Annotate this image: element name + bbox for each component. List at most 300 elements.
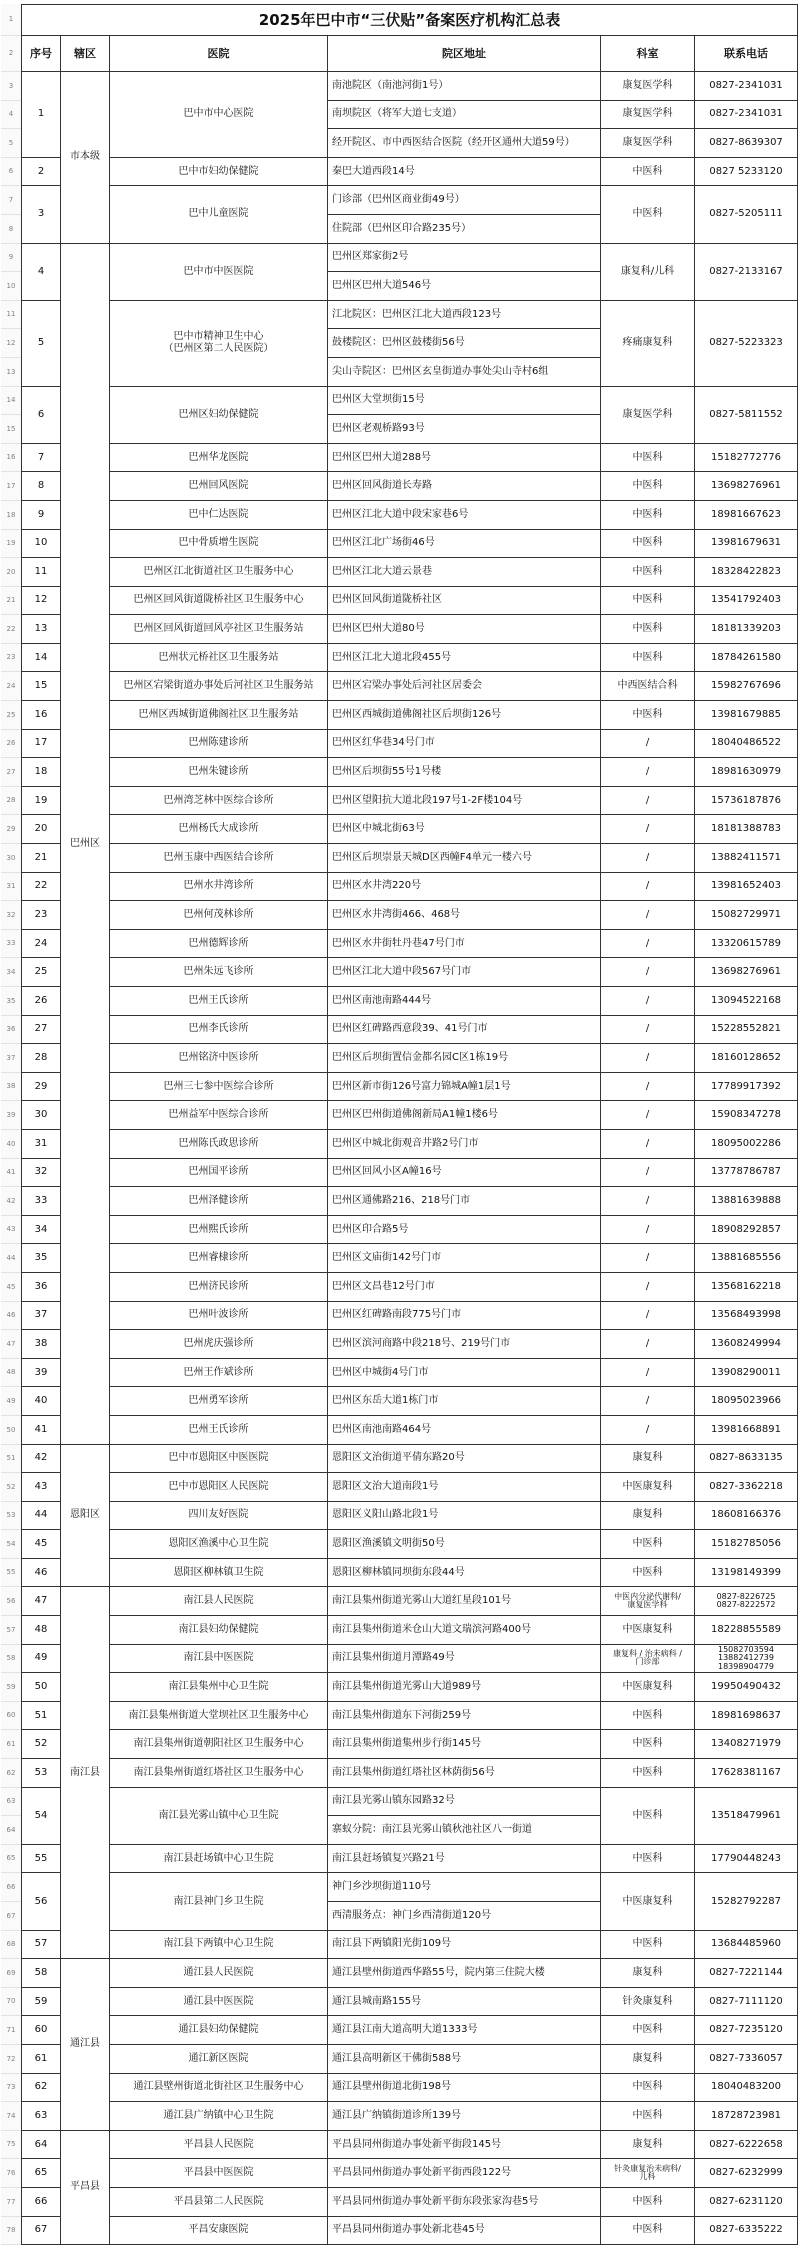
department: 中医康复科 xyxy=(601,1873,695,1930)
department: / xyxy=(601,1330,695,1359)
row-index: 32 xyxy=(21,1159,61,1188)
header-district: 辖区 xyxy=(61,36,110,72)
phone-number: 15908347278 xyxy=(695,1101,798,1130)
row-number: 77 xyxy=(1,2188,21,2217)
department: 康复科 / 治未病科 / 门诊部 xyxy=(601,1645,695,1674)
address: 秦巴大道西段14号 xyxy=(328,158,601,187)
row-index: 6 xyxy=(21,387,61,444)
phone-number: 13698276961 xyxy=(695,472,798,501)
address: 南江县集州街道集州步行街145号 xyxy=(328,1730,601,1759)
hospital-name: 巴州区回风街道回风亭社区卫生服务站 xyxy=(110,615,328,644)
row-index: 12 xyxy=(21,587,61,616)
hospital-name: 巴州李氏诊所 xyxy=(110,1016,328,1045)
hospital-name: 巴州朱远飞诊所 xyxy=(110,958,328,987)
department: / xyxy=(601,844,695,873)
address: 巴州区巴州大道80号 xyxy=(328,615,601,644)
phone-number: 0827-7111120 xyxy=(695,1988,798,2017)
row-index: 3 xyxy=(21,186,61,243)
row-number: 71 xyxy=(1,2016,21,2045)
row-number: 76 xyxy=(1,2159,21,2188)
phone-number: 0827-5205111 xyxy=(695,186,798,243)
department: / xyxy=(601,1159,695,1188)
department: / xyxy=(601,1101,695,1130)
phone-number: 0827-5223323 xyxy=(695,301,798,387)
row-number: 34 xyxy=(1,958,21,987)
row-index: 56 xyxy=(21,1873,61,1930)
row-number: 47 xyxy=(1,1330,21,1359)
row-index: 66 xyxy=(21,2188,61,2217)
department: / xyxy=(601,730,695,759)
row-index: 20 xyxy=(21,815,61,844)
department: / xyxy=(601,1044,695,1073)
row-index: 45 xyxy=(21,1530,61,1559)
department: / xyxy=(601,815,695,844)
address: 南江县集州街道东下河街259号 xyxy=(328,1702,601,1731)
row-number: 51 xyxy=(1,1445,21,1474)
department: 中医科 xyxy=(601,615,695,644)
phone-number: 13320615789 xyxy=(695,930,798,959)
hospital-name: 南江县集州街道朝阳社区卫生服务中心 xyxy=(110,1730,328,1759)
district: 通江县 xyxy=(61,1959,110,2131)
phone-number: 18728723981 xyxy=(695,2102,798,2131)
row-number: 32 xyxy=(1,901,21,930)
row-index: 17 xyxy=(21,730,61,759)
address: 巴州区巴州大道546号 xyxy=(328,272,601,301)
department: 康复医学科 xyxy=(601,129,695,158)
phone-number: 15182772776 xyxy=(695,444,798,473)
phone-number: 0827-7235120 xyxy=(695,2016,798,2045)
row-index: 49 xyxy=(21,1645,61,1674)
address: 巴州区水井湾街466、468号 xyxy=(328,901,601,930)
phone-number: 13881639888 xyxy=(695,1187,798,1216)
row-index: 52 xyxy=(21,1730,61,1759)
department: 中医科 xyxy=(601,1931,695,1960)
phone-number: 13981652403 xyxy=(695,873,798,902)
row-index: 22 xyxy=(21,873,61,902)
department: 中医科 xyxy=(601,1730,695,1759)
address: 巴州区新市街126号富力锦城A幢1层1号 xyxy=(328,1073,601,1102)
hospital-name: 南江县集州街道大堂坝社区卫生服务中心 xyxy=(110,1702,328,1731)
phone-number: 0827-2341031 xyxy=(695,72,798,101)
phone-number: 15082703594 13882412739 18398904779 xyxy=(695,1645,798,1674)
row-index: 9 xyxy=(21,501,61,530)
row-number: 57 xyxy=(1,1616,21,1645)
address: 恩阳区渔溪镇文明街50号 xyxy=(328,1530,601,1559)
phone-number: 0827-6335222 xyxy=(695,2217,798,2246)
department: 中医康复科 xyxy=(601,1673,695,1702)
row-number: 27 xyxy=(1,758,21,787)
row-number: 8 xyxy=(1,215,21,244)
row-number: 4 xyxy=(1,101,21,130)
row-index: 44 xyxy=(21,1502,61,1531)
phone-number: 18228855589 xyxy=(695,1616,798,1645)
row-index: 18 xyxy=(21,758,61,787)
hospital-name: 通江县人民医院 xyxy=(110,1959,328,1988)
row-number: 44 xyxy=(1,1244,21,1273)
phone-number: 13684485960 xyxy=(695,1931,798,1960)
address: 鼓楼院区：巴州区鼓楼街56号 xyxy=(328,329,601,358)
row-index: 53 xyxy=(21,1759,61,1788)
row-number: 41 xyxy=(1,1159,21,1188)
department: 中医科 xyxy=(601,444,695,473)
phone-number: 13198149399 xyxy=(695,1559,798,1588)
address: 南江县集州街道红塔社区林荫街56号 xyxy=(328,1759,601,1788)
department: 康复科 xyxy=(601,2045,695,2074)
hospital-name: 巴州虎庆强诊所 xyxy=(110,1330,328,1359)
department: 中医科 xyxy=(601,1788,695,1845)
phone-number: 13541792403 xyxy=(695,587,798,616)
address: 巴州区水井湾220号 xyxy=(328,873,601,902)
row-number: 13 xyxy=(1,358,21,387)
phone-number: 18181339203 xyxy=(695,615,798,644)
phone-number: 18981667623 xyxy=(695,501,798,530)
department: 中医科 xyxy=(601,644,695,673)
district: 平昌县 xyxy=(61,2131,110,2245)
hospital-name: 巴州陈建诊所 xyxy=(110,730,328,759)
row-number: 53 xyxy=(1,1502,21,1531)
address: 巴州区中城街4号门市 xyxy=(328,1359,601,1388)
phone-number: 0827-5811552 xyxy=(695,387,798,444)
phone-number: 0827-7221144 xyxy=(695,1959,798,1988)
row-number: 35 xyxy=(1,987,21,1016)
phone-number: 13881685556 xyxy=(695,1244,798,1273)
hospital-name: 通江县妇幼保健院 xyxy=(110,2016,328,2045)
row-index: 26 xyxy=(21,987,61,1016)
hospital-name: 巴州熙氏诊所 xyxy=(110,1216,328,1245)
row-number: 1 xyxy=(1,4,21,36)
phone-number: 0827-3362218 xyxy=(695,1473,798,1502)
hospital-name: 巴中儿童医院 xyxy=(110,186,328,243)
row-index: 7 xyxy=(21,444,61,473)
address: 巴州区老观桥路93号 xyxy=(328,415,601,444)
address: 巴州区宕梁办事处后河社区居委会 xyxy=(328,672,601,701)
hospital-name: 巴州杨氏大成诊所 xyxy=(110,815,328,844)
district: 市本级 xyxy=(61,72,110,244)
phone-number: 13408271979 xyxy=(695,1730,798,1759)
address: 巴州区南池南路464号 xyxy=(328,1416,601,1445)
department: 中医科 xyxy=(601,530,695,559)
hospital-name: 巴州水井湾诊所 xyxy=(110,873,328,902)
department: / xyxy=(601,1416,695,1445)
row-number: 70 xyxy=(1,1988,21,2017)
phone-number: 18981630979 xyxy=(695,758,798,787)
row-number: 52 xyxy=(1,1473,21,1502)
hospital-name: 南江县人民医院 xyxy=(110,1587,328,1616)
hospital-name: 巴中仁达医院 xyxy=(110,501,328,530)
row-index: 2 xyxy=(21,158,61,187)
address: 巴州区中城北街63号 xyxy=(328,815,601,844)
phone-number: 13094522168 xyxy=(695,987,798,1016)
address: 巴州区回风小区A幢16号 xyxy=(328,1159,601,1188)
phone-number: 18981698637 xyxy=(695,1702,798,1731)
department: / xyxy=(601,1016,695,1045)
phone-number: 13698276961 xyxy=(695,958,798,987)
row-number: 58 xyxy=(1,1645,21,1674)
row-index: 59 xyxy=(21,1988,61,2017)
row-number: 20 xyxy=(1,558,21,587)
phone-number: 13518479961 xyxy=(695,1788,798,1845)
phone-number: 18328422823 xyxy=(695,558,798,587)
row-index: 48 xyxy=(21,1616,61,1645)
phone-number: 18908292857 xyxy=(695,1216,798,1245)
row-index: 23 xyxy=(21,901,61,930)
department: 中医科 xyxy=(601,1530,695,1559)
department: / xyxy=(601,1273,695,1302)
hospital-name: 巴州王氏诊所 xyxy=(110,987,328,1016)
row-number: 3 xyxy=(1,72,21,101)
row-number: 73 xyxy=(1,2074,21,2103)
row-index: 40 xyxy=(21,1387,61,1416)
row-index: 5 xyxy=(21,301,61,387)
row-index: 14 xyxy=(21,644,61,673)
address: 巴州区印合路5号 xyxy=(328,1216,601,1245)
row-number: 74 xyxy=(1,2102,21,2131)
row-number: 2 xyxy=(1,36,21,72)
department: 中医科 xyxy=(601,2074,695,2103)
row-number: 36 xyxy=(1,1016,21,1045)
phone-number: 18181388783 xyxy=(695,815,798,844)
department: 中医科 xyxy=(601,558,695,587)
hospital-name: 南江县光雾山镇中心卫生院 xyxy=(110,1788,328,1845)
hospital-name: 巴州区宕梁街道办事处后河社区卫生服务站 xyxy=(110,672,328,701)
district: 巴州区 xyxy=(61,244,110,1445)
phone-number: 15228552821 xyxy=(695,1016,798,1045)
phone-number: 0827-8226725 0827-8222572 xyxy=(695,1587,798,1616)
row-index: 19 xyxy=(21,787,61,816)
row-index: 37 xyxy=(21,1302,61,1331)
department: / xyxy=(601,930,695,959)
row-number: 28 xyxy=(1,787,21,816)
phone-number: 18095002286 xyxy=(695,1130,798,1159)
address: 南江县下两镇阳光街109号 xyxy=(328,1931,601,1960)
department: / xyxy=(601,958,695,987)
row-number: 26 xyxy=(1,730,21,759)
department: 康复科 xyxy=(601,2131,695,2160)
address: 通江县高明新区干佛街588号 xyxy=(328,2045,601,2074)
address: 通江县广纳镇街道诊所139号 xyxy=(328,2102,601,2131)
department: / xyxy=(601,787,695,816)
phone-number: 15982767696 xyxy=(695,672,798,701)
row-number: 67 xyxy=(1,1902,21,1931)
row-index: 34 xyxy=(21,1216,61,1245)
header-phone: 联系电话 xyxy=(695,36,798,72)
address: 巴州区江北大道中段宋家巷6号 xyxy=(328,501,601,530)
department: 康复医学科 xyxy=(601,387,695,444)
address: 通江县壁州街道西华路55号，院内第三住院大楼 xyxy=(328,1959,601,1988)
row-number: 16 xyxy=(1,444,21,473)
row-number: 5 xyxy=(1,129,21,158)
address: 巴州区巴州街道佛阁新局A1幢1楼6号 xyxy=(328,1101,601,1130)
hospital-name: 巴州何茂林诊所 xyxy=(110,901,328,930)
row-index: 51 xyxy=(21,1702,61,1731)
address: 平昌县同州街道办事处新平街东段张家沟巷5号 xyxy=(328,2188,601,2217)
address: 平昌县同州街道办事处新平街段145号 xyxy=(328,2131,601,2160)
row-number: 9 xyxy=(1,244,21,273)
row-number: 7 xyxy=(1,186,21,215)
row-number: 39 xyxy=(1,1101,21,1130)
phone-number: 15736187876 xyxy=(695,787,798,816)
row-index: 60 xyxy=(21,2016,61,2045)
row-index: 33 xyxy=(21,1187,61,1216)
phone-number: 13608249994 xyxy=(695,1330,798,1359)
department: 中医科 xyxy=(601,1702,695,1731)
row-index: 43 xyxy=(21,1473,61,1502)
address: 寨蚁分院：南江县光雾山镇秋池社区八一街道 xyxy=(328,1816,601,1845)
row-index: 27 xyxy=(21,1016,61,1045)
row-index: 39 xyxy=(21,1359,61,1388)
phone-number: 13981679631 xyxy=(695,530,798,559)
row-number: 37 xyxy=(1,1044,21,1073)
address: 南江县集州街道光雾山大道红星段101号 xyxy=(328,1587,601,1616)
department: 康复科 xyxy=(601,1445,695,1474)
header-department: 科室 xyxy=(601,36,695,72)
row-index: 29 xyxy=(21,1073,61,1102)
address: 巴州区江北大道中段567号门市 xyxy=(328,958,601,987)
department: 中医科 xyxy=(601,1559,695,1588)
address: 神门乡沙坝街道110号 xyxy=(328,1873,601,1902)
address: 南池院区（南池河街1号） xyxy=(328,72,601,101)
address: 恩阳区义阳山路北段1号 xyxy=(328,1502,601,1531)
address: 巴州区回风街道长寿路 xyxy=(328,472,601,501)
row-number: 62 xyxy=(1,1759,21,1788)
row-number: 12 xyxy=(1,329,21,358)
address: 巴州区江北大道北段455号 xyxy=(328,644,601,673)
row-number: 24 xyxy=(1,672,21,701)
address: 南江县赶场镇复兴路21号 xyxy=(328,1845,601,1874)
phone-number: 0827-6232999 xyxy=(695,2159,798,2188)
row-number: 72 xyxy=(1,2045,21,2074)
hospital-name: 巴州德辉诊所 xyxy=(110,930,328,959)
table-title: 2025年巴中市“三伏贴”备案医疗机构汇总表 xyxy=(21,4,798,36)
phone-number: 13908290011 xyxy=(695,1359,798,1388)
address: 巴州区南池南路444号 xyxy=(328,987,601,1016)
hospital-name: 巴州国平诊所 xyxy=(110,1159,328,1188)
row-index: 61 xyxy=(21,2045,61,2074)
phone-number: 18040483200 xyxy=(695,2074,798,2103)
address: 平昌县同州街道办事处新平街西段122号 xyxy=(328,2159,601,2188)
phone-number: 0827-7336057 xyxy=(695,2045,798,2074)
hospital-name: 四川友好医院 xyxy=(110,1502,328,1531)
row-number: 63 xyxy=(1,1788,21,1817)
row-number: 40 xyxy=(1,1130,21,1159)
department: 中医科 xyxy=(601,2217,695,2246)
hospital-name: 巴中市恩阳区中医医院 xyxy=(110,1445,328,1474)
phone-number: 18784261580 xyxy=(695,644,798,673)
phone-number: 15182785056 xyxy=(695,1530,798,1559)
department: 中医科 xyxy=(601,2188,695,2217)
row-number: 42 xyxy=(1,1187,21,1216)
hospital-name: 巴州华龙医院 xyxy=(110,444,328,473)
row-number: 29 xyxy=(1,815,21,844)
hospital-name: 巴州王氏诊所 xyxy=(110,1416,328,1445)
hospital-name: 巴州朱键诊所 xyxy=(110,758,328,787)
hospital-name: 通江新区医院 xyxy=(110,2045,328,2074)
department: 康复科 xyxy=(601,1959,695,1988)
district: 恩阳区 xyxy=(61,1445,110,1588)
address: 巴州区后坝崇景天城D区西幢F4单元一楼六号 xyxy=(328,844,601,873)
row-index: 65 xyxy=(21,2159,61,2188)
department: / xyxy=(601,758,695,787)
department: 中医内分泌代谢科/ 康复医学科 xyxy=(601,1587,695,1616)
address: 南江县集州街道米仓山大道文瑞滨河路400号 xyxy=(328,1616,601,1645)
phone-number: 17790448243 xyxy=(695,1845,798,1874)
row-number: 33 xyxy=(1,930,21,959)
address: 巴州区江北广场街46号 xyxy=(328,530,601,559)
hospital-name: 通江县壁州街道北街社区卫生服务中心 xyxy=(110,2074,328,2103)
phone-number: 18608166376 xyxy=(695,1502,798,1531)
row-index: 1 xyxy=(21,72,61,158)
address: 恩阳区文治街道平倩东路20号 xyxy=(328,1445,601,1474)
address: 平昌县同州街道办事处新北巷45号 xyxy=(328,2217,601,2246)
department: 康复医学科 xyxy=(601,72,695,101)
row-index: 35 xyxy=(21,1244,61,1273)
hospital-name: 巴州状元桥社区卫生服务站 xyxy=(110,644,328,673)
row-index: 55 xyxy=(21,1845,61,1874)
phone-number: 17789917392 xyxy=(695,1073,798,1102)
row-number: 17 xyxy=(1,472,21,501)
row-index: 38 xyxy=(21,1330,61,1359)
phone-number: 17628381167 xyxy=(695,1759,798,1788)
hospital-name: 巴州益军中医综合诊所 xyxy=(110,1101,328,1130)
department: 中医康复科 xyxy=(601,1616,695,1645)
row-index: 57 xyxy=(21,1931,61,1960)
department: / xyxy=(601,1359,695,1388)
phone-number: 0827-6222658 xyxy=(695,2131,798,2160)
row-number: 18 xyxy=(1,501,21,530)
row-number: 10 xyxy=(1,272,21,301)
row-number: 31 xyxy=(1,873,21,902)
hospital-name: 巴州三七参中医综合诊所 xyxy=(110,1073,328,1102)
department: 疼痛康复科 xyxy=(601,301,695,387)
department: 康复科/儿科 xyxy=(601,244,695,301)
phone-number: 18095023966 xyxy=(695,1387,798,1416)
hospital-name: 巴州王作斌诊所 xyxy=(110,1359,328,1388)
row-index: 63 xyxy=(21,2102,61,2131)
department: 中医科 xyxy=(601,587,695,616)
phone-number: 15082729971 xyxy=(695,901,798,930)
row-number: 46 xyxy=(1,1302,21,1331)
row-index: 16 xyxy=(21,701,61,730)
row-index: 41 xyxy=(21,1416,61,1445)
address: 门诊部（巴州区商业街49号） xyxy=(328,186,601,215)
hospital-name: 平昌县中医医院 xyxy=(110,2159,328,2188)
address: 尖山寺院区：巴州区玄皇街道办事处尖山寺村6组 xyxy=(328,358,601,387)
hospital-name: 通江县中医医院 xyxy=(110,1988,328,2017)
hospital-name: 巴州济民诊所 xyxy=(110,1273,328,1302)
row-index: 4 xyxy=(21,244,61,301)
address: 巴州区西城街道佛阁社区后坝街126号 xyxy=(328,701,601,730)
phone-number: 0827-6231120 xyxy=(695,2188,798,2217)
row-index: 24 xyxy=(21,930,61,959)
row-number: 14 xyxy=(1,387,21,416)
department: 中医科 xyxy=(601,186,695,243)
address: 巴州区东岳大道1栋门市 xyxy=(328,1387,601,1416)
address: 巴州区水井街牡丹巷47号门市 xyxy=(328,930,601,959)
hospital-name: 巴州回风医院 xyxy=(110,472,328,501)
row-number: 50 xyxy=(1,1416,21,1445)
hospital-name: 巴州湾芝林中医综合诊所 xyxy=(110,787,328,816)
department: 中医科 xyxy=(601,1845,695,1874)
department: 中医科 xyxy=(601,1759,695,1788)
department: 康复医学科 xyxy=(601,101,695,130)
department: 中医科 xyxy=(601,2016,695,2045)
hospital-name: 南江县神门乡卫生院 xyxy=(110,1873,328,1930)
hospital-name: 巴中骨质增生医院 xyxy=(110,530,328,559)
row-number: 55 xyxy=(1,1559,21,1588)
address: 巴州区大堂坝街15号 xyxy=(328,387,601,416)
phone-number: 13981679885 xyxy=(695,701,798,730)
row-number: 65 xyxy=(1,1845,21,1874)
